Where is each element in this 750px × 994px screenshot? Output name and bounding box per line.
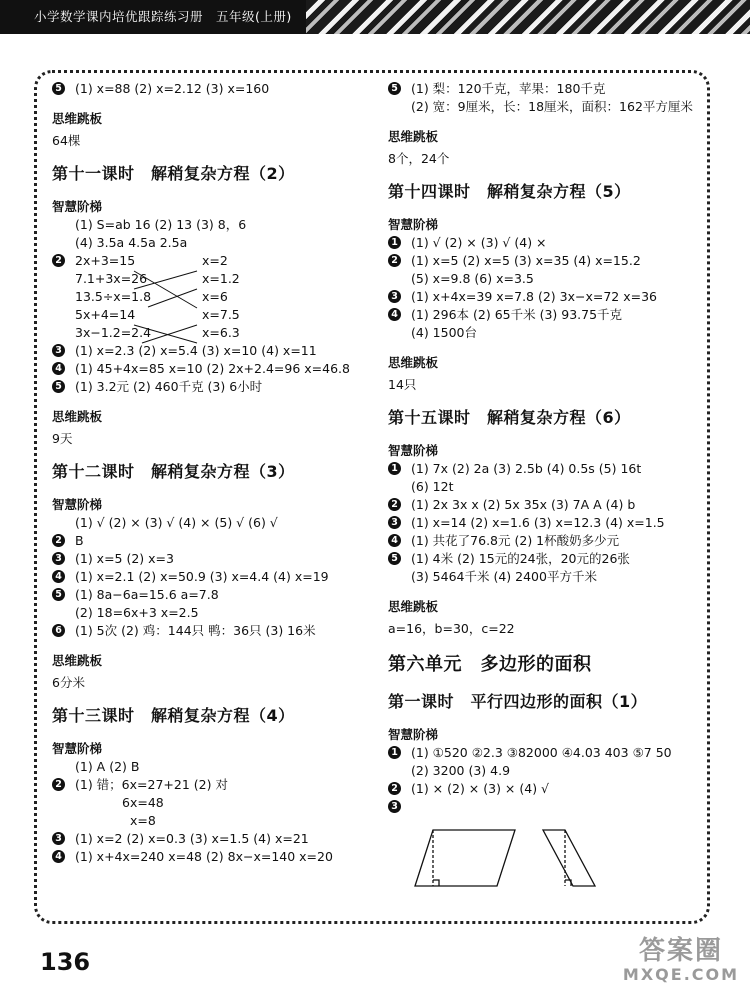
line-text: 第十一课时 解稍复杂方程（2）	[52, 164, 295, 183]
line-text: (2) 18=6x+3 x=2.5	[75, 605, 199, 620]
section-heading	[52, 740, 382, 758]
lesson-title	[52, 704, 382, 728]
line-text: (4) 1500台	[411, 325, 477, 340]
line-text: 智慧阶梯	[52, 741, 103, 756]
line-text: (2) 3200 (3) 4.9	[411, 763, 511, 778]
question-number-badge: 2	[52, 254, 65, 267]
section-heading	[52, 110, 382, 128]
line-text: a=16，b=30，c=22	[388, 621, 515, 636]
match-line	[134, 271, 197, 289]
line-text: (1) x+4x=39 x=7.8 (2) 3x−x=72 x=36	[411, 289, 658, 304]
line-text: 智慧阶梯	[388, 443, 439, 458]
answer-line	[388, 514, 700, 532]
line-text: 第一课时 平行四边形的面积（1）	[388, 692, 648, 711]
left-column	[52, 80, 382, 866]
section-heading	[388, 354, 700, 372]
answer-line	[52, 360, 382, 378]
question-number-badge: 3	[388, 516, 401, 529]
line-text: 6分米	[52, 675, 85, 690]
line-text: 第六单元 多边形的面积	[388, 654, 592, 675]
question-number-badge: 5	[388, 82, 401, 95]
answer-text	[388, 620, 700, 638]
answer-line	[388, 478, 700, 496]
answer-line	[388, 762, 700, 780]
line-text: (1) 3.2元 (2) 460千克 (3) 6小时	[75, 379, 263, 394]
question-number-badge: 2	[52, 778, 65, 791]
line-text: (1) 296本 (2) 65千米 (3) 93.75千克	[411, 307, 623, 322]
line-text: 智慧阶梯	[388, 727, 439, 742]
answer-text	[388, 150, 700, 168]
page-header	[0, 0, 750, 34]
section-heading	[52, 496, 382, 514]
question-number-badge: 6	[52, 624, 65, 637]
line-text: 5x+4=14	[75, 307, 136, 322]
question-number-badge: 4	[388, 308, 401, 321]
line-text: (1) x=2.1 (2) x=50.9 (3) x=4.4 (4) x=19	[75, 569, 329, 584]
line-text: (1) 2x 3x x (2) 5x 35x (3) 7A A (4) b	[411, 497, 636, 512]
answer-line	[52, 216, 382, 234]
line-text: 智慧阶梯	[52, 497, 103, 512]
answer-line	[388, 568, 700, 586]
line-text: (1) 共花了76.8元 (2) 1杯酸奶多少元	[411, 533, 620, 548]
line-text: 智慧阶梯	[388, 217, 439, 232]
line-text: (1) 5次 (2) 鸡：144只 鸭：36只 (3) 16米	[75, 623, 316, 638]
section-heading	[52, 408, 382, 426]
line-text: (1) x=2.3 (2) x=5.4 (3) x=10 (4) x=11	[75, 343, 317, 358]
answer-line	[52, 776, 382, 794]
question-number-badge: 3	[52, 832, 65, 845]
watermark-text: 答案圈	[638, 936, 723, 966]
answer-line	[52, 80, 382, 98]
question-number-badge: 3	[52, 344, 65, 357]
answer-line	[388, 98, 700, 116]
question-number-badge: 2	[388, 498, 401, 511]
line-text: (1) 45+4x=85 x=10 (2) 2x+2.4=96 x=46.8	[75, 361, 350, 376]
answer-line	[388, 532, 700, 550]
line-text: (1) 错；6x=27+21 (2) 对	[75, 777, 228, 792]
parallelogram-2	[543, 830, 595, 886]
answer-text	[52, 430, 382, 448]
line-text: 7.1+3x=26	[75, 271, 148, 286]
line-text: (4) 3.5a 4.5a 2.5a	[75, 235, 188, 250]
line-text: 第十三课时 解稍复杂方程（4）	[52, 706, 295, 725]
line-text: (1) √ (2) × (3) √ (4) × (5) √ (6) √	[75, 515, 278, 530]
answer-line	[388, 80, 700, 98]
line-text: (2) 宽：9厘米，长：18厘米，面积：162平方厘米	[411, 99, 693, 114]
answer-line	[388, 288, 700, 306]
answer-line	[388, 744, 700, 762]
lesson-title	[388, 690, 700, 714]
question-number-badge: 2	[388, 254, 401, 267]
line-text: (1) √ (2) × (3) √ (4) ×	[411, 235, 547, 250]
lesson-title	[388, 180, 700, 204]
answer-line	[52, 532, 382, 550]
line-text: (1) 7x (2) 2a (3) 2.5b (4) 0.5s (5) 16t	[411, 461, 642, 476]
section-heading	[52, 198, 382, 216]
question-number-badge: 1	[388, 462, 401, 475]
answer-line	[388, 496, 700, 514]
match-target: x=6	[202, 289, 228, 304]
line-text: 8个，24个	[388, 151, 450, 166]
match-target: x=1.2	[202, 271, 240, 286]
line-text: 思维跳板	[388, 599, 439, 614]
answer-line	[52, 848, 382, 866]
parallelogram-figures	[405, 826, 635, 890]
answer-line	[388, 780, 700, 798]
answer-text	[52, 674, 382, 692]
answer-line	[388, 270, 700, 288]
question-number-badge: 4	[52, 362, 65, 375]
line-text: (3) 5464千米 (4) 2400平方千米	[411, 569, 597, 584]
question-number-badge: 3	[388, 800, 401, 813]
match-line	[148, 289, 197, 307]
line-text: (1) S=ab 16 (2) 13 (3) 8，6	[75, 217, 247, 232]
line-text: (1) ①520 ②2.3 ③82000 ④4.03 403 ⑤7 50	[411, 745, 672, 760]
answer-line	[52, 830, 382, 848]
watermark-url: MXQE.COM	[622, 965, 740, 984]
line-text: 2x+3=15	[75, 253, 136, 268]
answer-text	[52, 132, 382, 150]
question-number-badge: 2	[388, 782, 401, 795]
section-heading	[388, 726, 700, 744]
line-text: 思维跳板	[388, 129, 439, 144]
answer-line	[388, 550, 700, 568]
question-number-badge: 5	[52, 588, 65, 601]
answer-line	[52, 604, 382, 622]
question-number-badge: 4	[52, 850, 65, 863]
line-text: 智慧阶梯	[52, 199, 103, 214]
match-line	[134, 271, 197, 308]
lesson-title	[388, 406, 700, 430]
question-number-badge: 5	[388, 552, 401, 565]
line-text: (1) x=2 (2) x=0.3 (3) x=1.5 (4) x=21	[75, 831, 309, 846]
section-heading	[388, 128, 700, 146]
question-number-badge: 4	[388, 534, 401, 547]
answer-line	[388, 252, 700, 270]
section-heading	[388, 216, 700, 234]
question-number-badge: 1	[388, 746, 401, 759]
line-text: (1) x=88 (2) x=2.12 (3) x=160	[75, 81, 270, 96]
watermark-logo	[622, 936, 740, 990]
match-target: x=6.3	[202, 325, 240, 340]
match-target: x=7.5	[202, 307, 240, 322]
answer-text	[388, 376, 700, 394]
line-text: 第十四课时 解稍复杂方程（5）	[388, 182, 631, 201]
parallelogram-1	[415, 830, 515, 886]
question-number-badge: 1	[388, 236, 401, 249]
answer-line	[52, 812, 382, 830]
line-text: (1) x+4x=240 x=48 (2) 8x−x=140 x=20	[75, 849, 333, 864]
line-text: 6x=48	[122, 795, 164, 810]
line-text: 9天	[52, 431, 73, 446]
answer-line	[388, 460, 700, 478]
answer-line	[388, 306, 700, 324]
answer-line	[388, 798, 700, 816]
answer-line	[388, 324, 700, 342]
line-text: B	[75, 533, 84, 548]
match-target: x=2	[202, 253, 228, 268]
section-heading	[52, 652, 382, 670]
line-text: (5) x=9.8 (6) x=3.5	[411, 271, 534, 286]
line-text: 第十二课时 解稍复杂方程（3）	[52, 462, 295, 481]
line-text: (1) × (2) × (3) × (4) √	[411, 781, 550, 796]
line-text: 思维跳板	[52, 111, 103, 126]
answer-line	[52, 550, 382, 568]
line-text: 14只	[388, 377, 417, 392]
line-text: 13.5÷x=1.8	[75, 289, 152, 304]
page-number: 136	[40, 948, 91, 976]
line-text: 64棵	[52, 133, 81, 148]
line-text: (1) 梨：120千克，苹果：180千克	[411, 81, 606, 96]
answer-line	[52, 234, 382, 252]
question-number-badge: 4	[52, 570, 65, 583]
answer-line	[52, 568, 382, 586]
right-column	[388, 80, 700, 816]
answer-line	[388, 234, 700, 252]
line-text: 第十五课时 解稍复杂方程（6）	[388, 408, 631, 427]
book-title: 小学数学课内培优跟踪练习册 五年级(上册)	[0, 0, 306, 34]
answer-line	[52, 378, 382, 396]
question-number-badge: 2	[52, 534, 65, 547]
line-text: x=8	[130, 813, 156, 828]
section-heading	[388, 598, 700, 616]
line-text: (6) 12t	[411, 479, 454, 494]
right-angle-mark-1	[433, 880, 439, 886]
matching-lines-diagram	[52, 263, 252, 345]
line-text: (1) 8a−6a=15.6 a=7.8	[75, 587, 219, 602]
lesson-title	[52, 162, 382, 186]
line-text: (1) 4米 (2) 15元的24张，20元的26张	[411, 551, 630, 566]
line-text: (1) A (2) B	[75, 759, 140, 774]
question-number-badge: 3	[388, 290, 401, 303]
lesson-title	[52, 460, 382, 484]
question-number-badge: 5	[52, 380, 65, 393]
answer-line	[52, 622, 382, 640]
answer-line	[52, 758, 382, 776]
answer-line	[52, 586, 382, 604]
section-heading	[388, 442, 700, 460]
line-text: (1) x=14 (2) x=1.6 (3) x=12.3 (4) x=1.5	[411, 515, 665, 530]
line-text: (1) x=5 (2) x=3	[75, 551, 174, 566]
line-text: 3x−1.2=2.4	[75, 325, 152, 340]
question-number-badge: 3	[52, 552, 65, 565]
unit-title	[388, 652, 700, 678]
question-number-badge: 5	[52, 82, 65, 95]
answer-line	[52, 514, 382, 532]
line-text: 思维跳板	[52, 409, 103, 424]
line-text: 思维跳板	[52, 653, 103, 668]
line-text: (1) x=5 (2) x=5 (3) x=35 (4) x=15.2	[411, 253, 641, 268]
line-text: 思维跳板	[388, 355, 439, 370]
answer-line	[52, 794, 382, 812]
